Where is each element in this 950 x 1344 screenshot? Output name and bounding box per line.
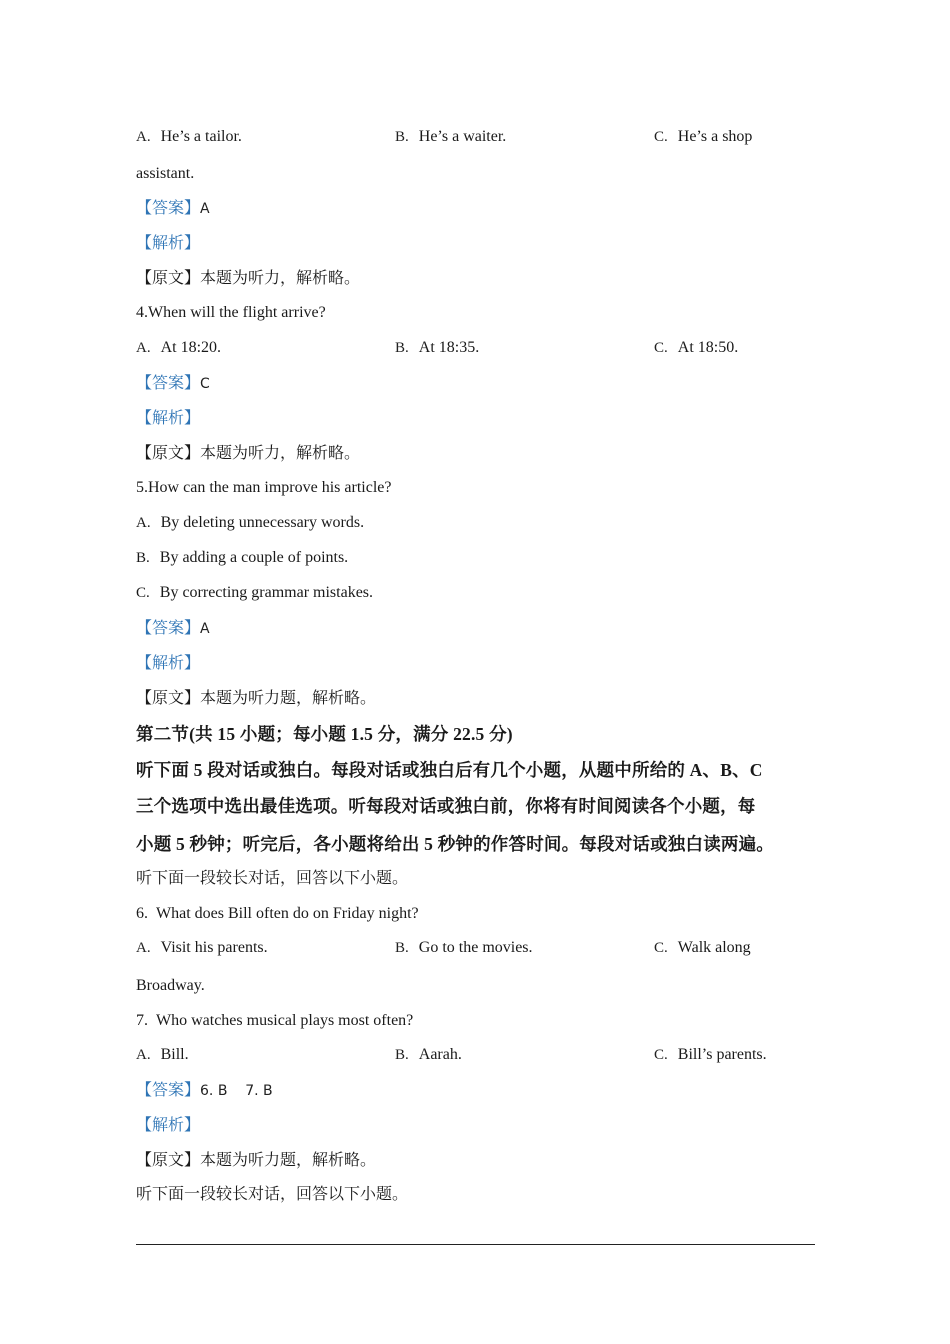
q4-option-b: B. At 18:35.	[395, 339, 480, 356]
q5-option-c: C. By correcting grammar mistakes.	[136, 584, 374, 601]
q6-question: 6. What does Bill often do on Friday night?	[136, 905, 419, 922]
section2-title: 第二节(共 15 小题；每小题 1.5 分，满分 22.5 分)	[136, 724, 513, 744]
q6-option-c: C. Walk along	[654, 939, 751, 956]
q6-option-c-wrap: Broadway.	[136, 977, 205, 994]
footer-divider	[136, 1244, 815, 1245]
q3-option-c: C. He’s a shop	[654, 128, 753, 145]
q6-q7-analysis-label: 【解析】	[136, 1117, 201, 1134]
q4-option-c: C. At 18:50.	[654, 339, 739, 356]
q7-option-a: A. Bill.	[136, 1046, 189, 1063]
q6-option-b: B. Go to the movies.	[395, 939, 533, 956]
q3-option-a: A. He’s a tailor.	[136, 128, 242, 145]
q3-option-b: B. He’s a waiter.	[395, 128, 507, 145]
section2-listen-intro: 听下面一段较长对话，回答以下小题。	[136, 870, 409, 887]
q6-option-a: A. Visit his parents.	[136, 939, 268, 956]
section2-instructions-line2: 三个选项中选出最佳选项。听每段对话或独白前，你将有时间阅读各个小题，每	[136, 796, 756, 816]
next-listen-intro: 听下面一段较长对话，回答以下小题。	[136, 1186, 409, 1203]
q4-question: 4.When will the flight arrive?	[136, 304, 326, 321]
section2-instructions-line3: 小题 5 秒钟；听完后，各小题将给出 5 秒钟的作答时间。每段对话或独白读两遍。	[136, 834, 774, 854]
q4-source: 【原文】本题为听力，解析略。	[136, 445, 361, 462]
q5-option-b: B. By adding a couple of points.	[136, 549, 349, 566]
q5-option-a: A. By deleting unnecessary words.	[136, 514, 365, 531]
q3-option-c-wrap: assistant.	[136, 165, 195, 182]
q7-question: 7. Who watches musical plays most often?	[136, 1012, 414, 1029]
q4-option-a: A. At 18:20.	[136, 339, 222, 356]
q6-q7-answer: 【答案】6. B 7. B	[136, 1082, 273, 1099]
q4-answer: 【答案】C	[136, 375, 210, 392]
q7-option-b: B. Aarah.	[395, 1046, 462, 1063]
q3-answer: 【答案】A	[136, 200, 210, 217]
q5-analysis-label: 【解析】	[136, 655, 201, 672]
q5-question: 5.How can the man improve his article?	[136, 479, 392, 496]
section2-instructions-line1: 听下面 5 段对话或独白。每段对话或独白后有几个小题，从题中所给的 A、B、C	[136, 760, 763, 780]
q3-analysis-label: 【解析】	[136, 235, 201, 252]
q3-source: 【原文】本题为听力，解析略。	[136, 270, 361, 287]
q6-q7-source: 【原文】本题为听力题，解析略。	[136, 1152, 377, 1169]
q4-analysis-label: 【解析】	[136, 410, 201, 427]
q7-option-c: C. Bill’s parents.	[654, 1046, 767, 1063]
q5-answer: 【答案】A	[136, 620, 210, 637]
q5-source: 【原文】本题为听力题，解析略。	[136, 690, 377, 707]
